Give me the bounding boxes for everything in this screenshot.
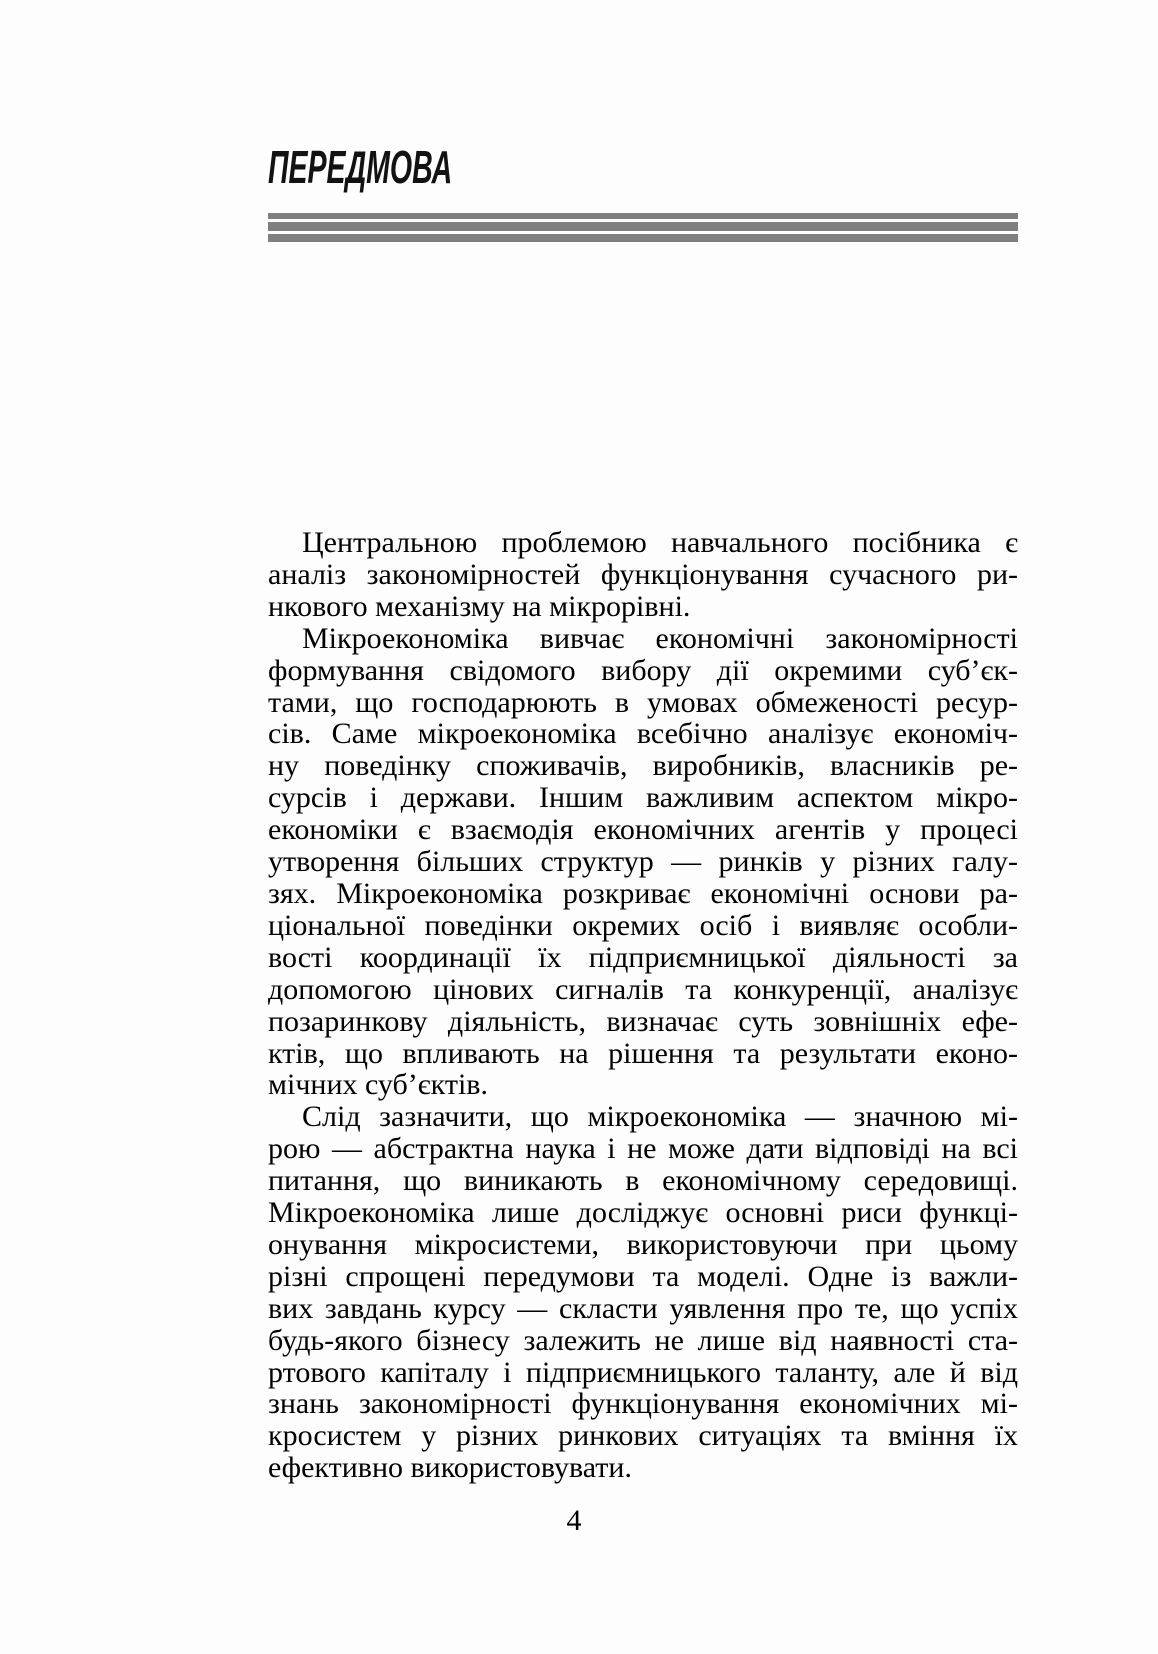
text-line: позаринкову діяльність, визначає суть зовнішніх ефе- xyxy=(268,1004,1018,1038)
text-line: Центральною проблемою навчального посібника є xyxy=(302,526,1018,559)
text-line: Мікроекономіка вивчає економічні закономірності xyxy=(302,621,1018,655)
decorative-rule-bottom xyxy=(268,234,1018,242)
text-line: ну поведінку споживачів, виробників, власників ре- xyxy=(268,749,1018,783)
text-line: нкового механізму на мікрорівні. xyxy=(268,589,691,623)
text-line: вості координації їх підприємницької діяльності за xyxy=(268,940,1018,974)
text-line: ктів, що впливають на рішення та результати еконо- xyxy=(268,1036,1018,1070)
text-line: формування свідомого вибору дії окремими суб’єк- xyxy=(268,653,1018,687)
text-line: Мікроекономіка лише досліджує основні риси функці- xyxy=(268,1196,1018,1230)
text-line: допомогою цінових сигналів та конкуренції, аналізує xyxy=(268,972,1018,1006)
text-line: економіки є взаємодія економічних агентів у процесі xyxy=(268,813,1018,847)
text-line: ртового капіталу і підприємницького таланту, але й від xyxy=(268,1355,1018,1389)
text-line: тами, що господарюють в умовах обмеженості ресур- xyxy=(268,685,1018,719)
text-line: вих завдань курсу — скласти уявлення про те, що успіх xyxy=(268,1291,1018,1325)
decorative-rule-top xyxy=(268,213,1018,219)
text-line: сів. Саме мікроекономіка всебічно аналізує економіч- xyxy=(268,717,1018,751)
text-line: рою — абстрактна наука і не може дати відповіді на всі xyxy=(268,1132,1018,1166)
text-line: Слід зазначити, що мікроекономіка — значною мі- xyxy=(302,1100,1018,1134)
text-line: ефективно використовувати. xyxy=(268,1451,632,1485)
text-line: мічних суб’єктів. xyxy=(268,1068,488,1102)
text-line: утворення більших структур — ринків у різних галу- xyxy=(268,845,1018,879)
text-line: будь-якого бізнесу залежить не лише від наявності ста- xyxy=(268,1323,1018,1357)
chapter-title: ПЕРЕДМОВА xyxy=(268,141,453,193)
text-line: кросистем у різних ринкових ситуаціях та вміння їх xyxy=(268,1419,1018,1453)
text-line: онування мікросистеми, використовуючи при цьому xyxy=(268,1227,1018,1261)
text-line: знань закономірності функціонування економічних мі- xyxy=(268,1387,1018,1421)
text-line: сурсів і держави. Іншим важливим аспектом мікро- xyxy=(268,781,1018,815)
text-line: різні спрощені передумови та моделі. Одне із важли- xyxy=(268,1259,1018,1293)
decorative-rule-middle xyxy=(268,222,1018,231)
text-line: аналіз закономірностей функціонування сучасного ри- xyxy=(268,557,1018,591)
text-line: питання, що виникають в економічному середовищі. xyxy=(268,1164,1018,1198)
body-text xyxy=(268,527,1018,1484)
text-line: ціональної поведінки окремих осіб і виявляє особли- xyxy=(268,908,1018,942)
text-line: зях. Мікроекономіка розкриває економічні основи ра- xyxy=(268,876,1018,910)
page-number: 4 xyxy=(566,1504,582,1537)
